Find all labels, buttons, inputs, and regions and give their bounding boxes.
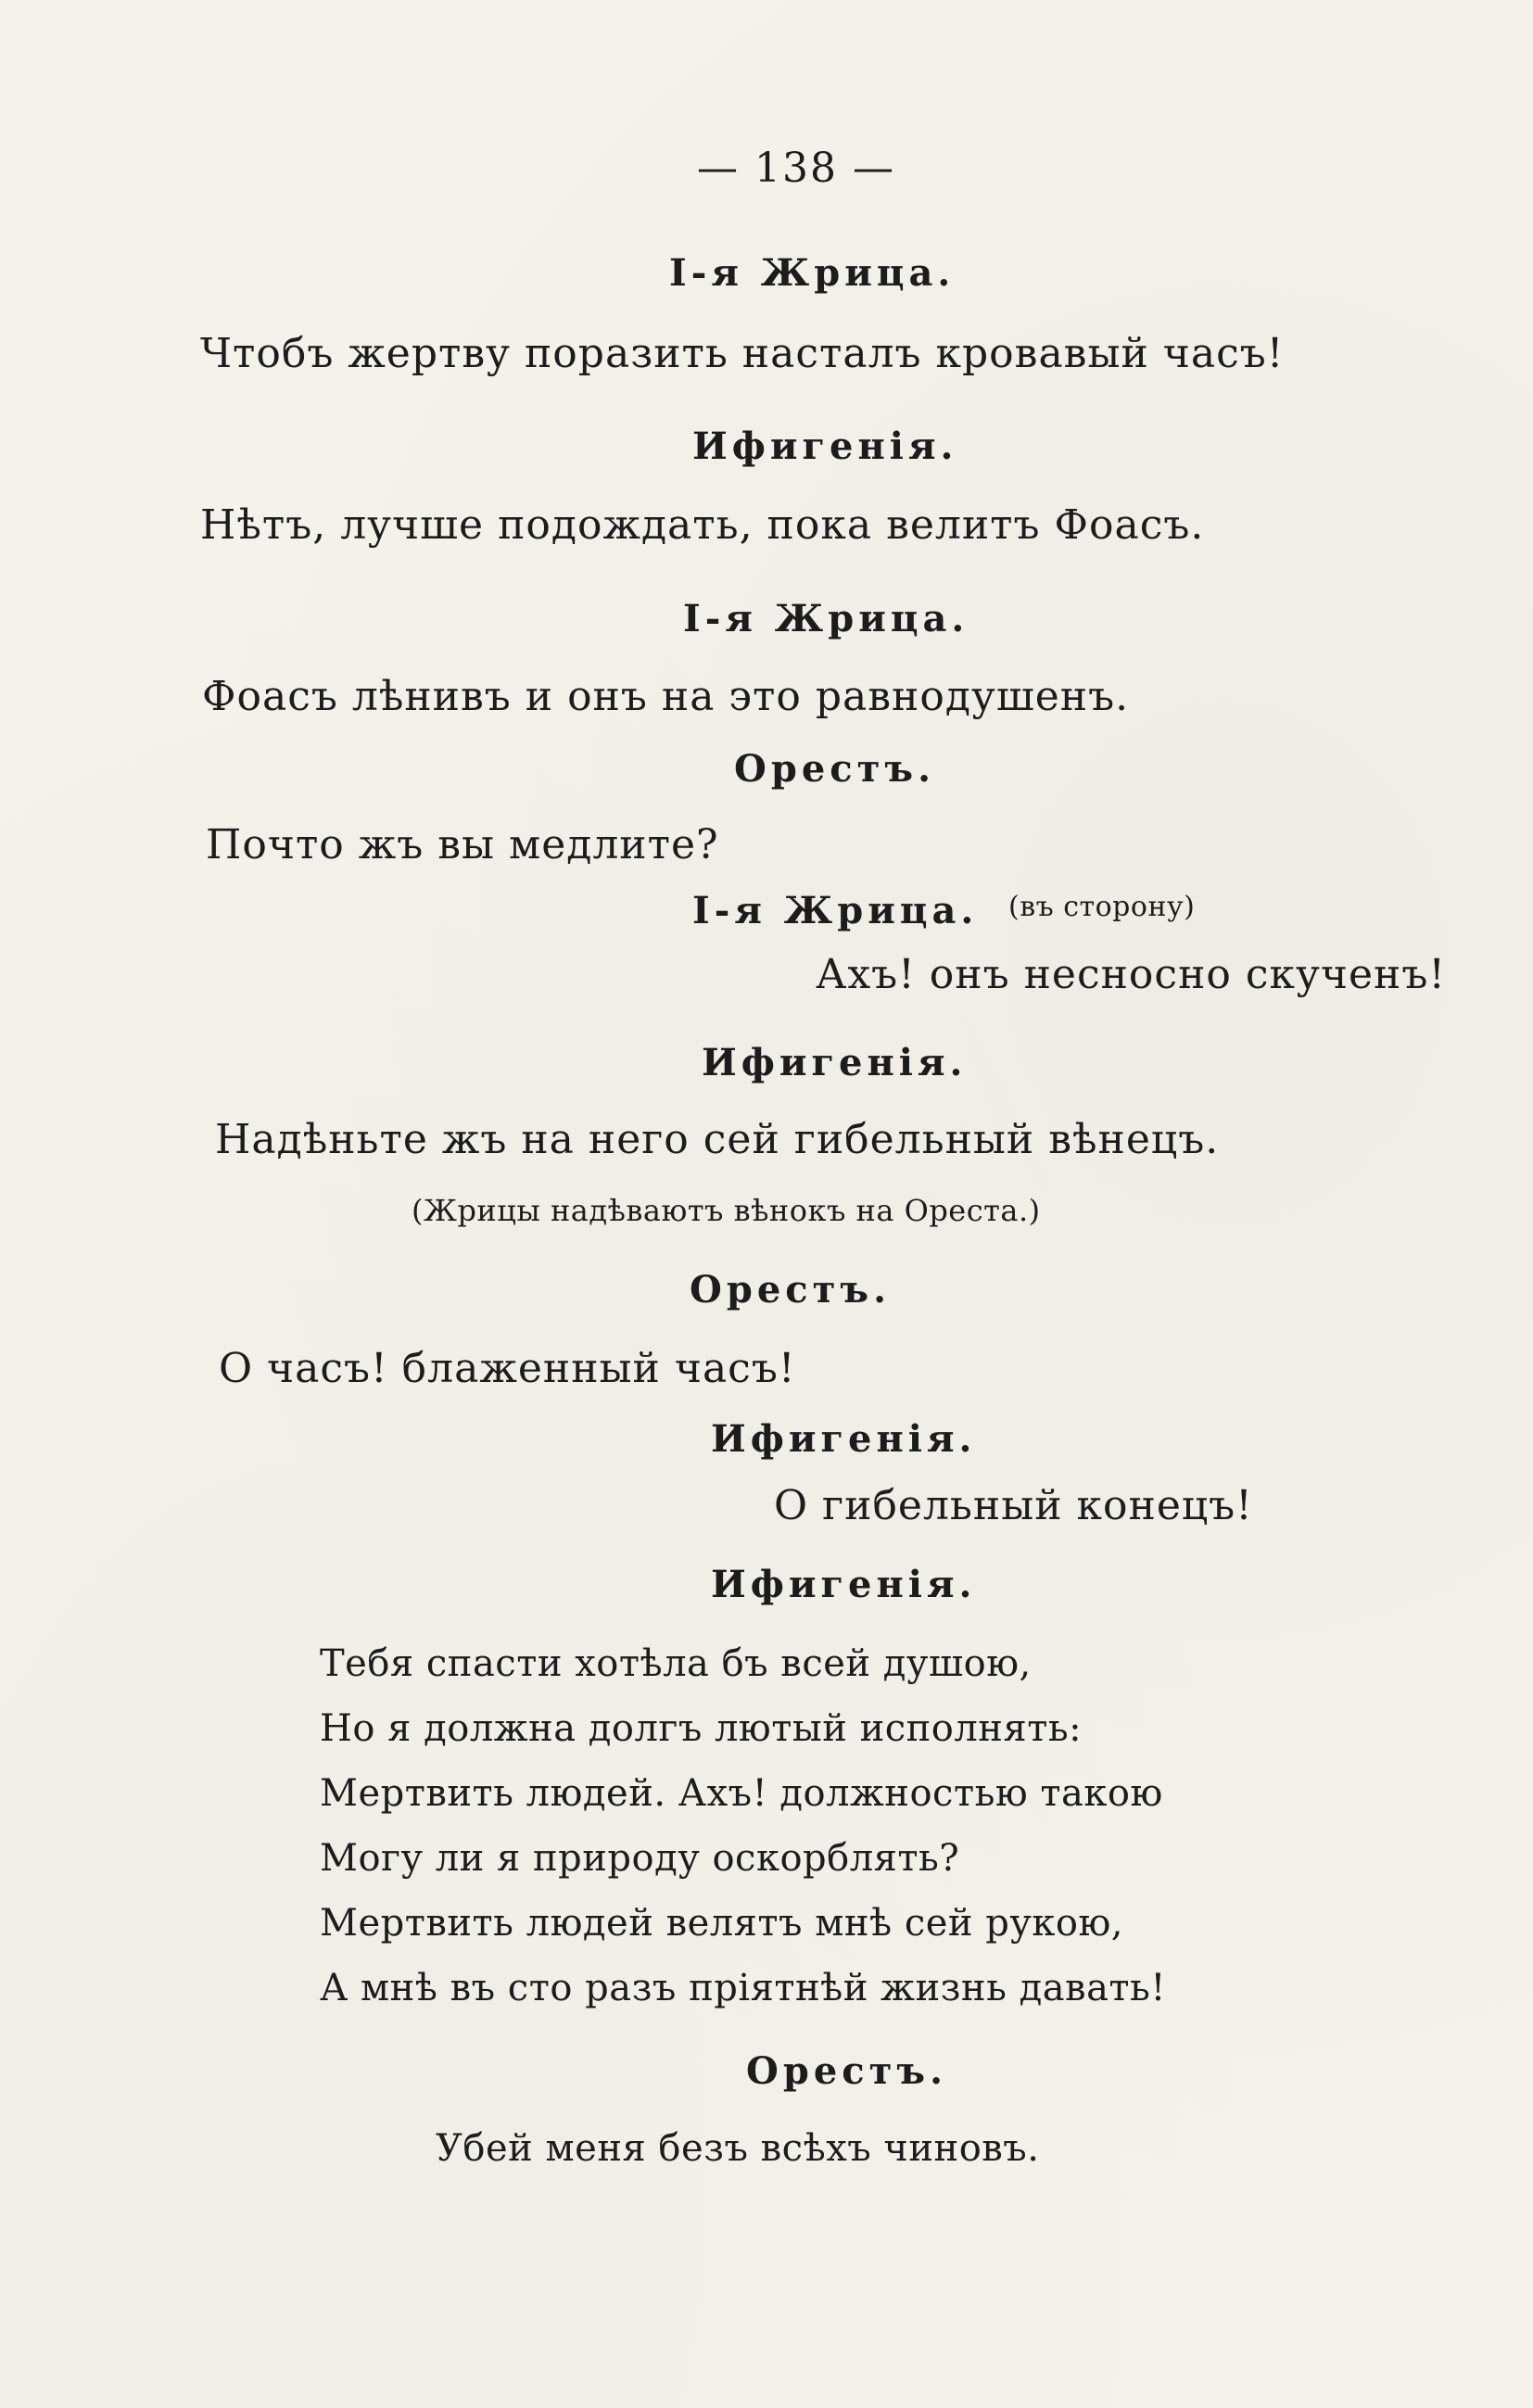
dialogue-line: Чтобъ жертву поразить насталъ кровавый часъ! xyxy=(200,330,1285,377)
speaker-first-priestess: I-я Жрица. xyxy=(669,251,956,295)
dialogue-line: Фоасъ лѣнивъ и онъ на это равнодушенъ. xyxy=(202,673,1130,720)
dialogue-line: Нѣтъ, лучше подождать, пока велитъ Фоасъ. xyxy=(200,501,1205,549)
dialogue-line: О часъ! блаженный часъ! xyxy=(219,1345,796,1392)
speaker-iphigenia: Ифигенія. xyxy=(702,1041,968,1084)
verse-line: Мертвить людей велятъ мнѣ сей рукою, xyxy=(320,1902,1124,1945)
dialogue-line: Почто жъ вы медлите? xyxy=(206,821,719,868)
speaker-orestes: Орестъ. xyxy=(690,1268,892,1312)
speaker-first-priestess: I-я Жрица. xyxy=(692,889,979,932)
dialogue-line: Ахъ! онъ несносно скученъ! xyxy=(816,951,1447,998)
verse-line: Тебя спасти хотѣла бъ всей душою, xyxy=(320,1642,1032,1685)
dialogue-line: Надѣньте жъ на него сей гибельный вѣнецъ. xyxy=(215,1116,1220,1163)
stage-direction: (Жрицы надѣваютъ вѣнокъ на Ореста.) xyxy=(412,1193,1041,1228)
page-number: — 138 — xyxy=(697,145,895,192)
verse-line: Мертвить людей. Ахъ! должностью такою xyxy=(320,1772,1163,1815)
verse-line: Но я должна долгъ лютый исполнять: xyxy=(320,1707,1083,1750)
dialogue-line: Убей меня безъ всѣхъ чиновъ. xyxy=(436,2127,1040,2170)
verse-line: Могу ли я природу оскорблять? xyxy=(320,1837,960,1880)
verse-line: А мнѣ въ сто разъ пріятнѣй жизнь давать! xyxy=(320,1967,1166,2009)
speaker-orestes: Орестъ. xyxy=(734,747,936,791)
speaker-iphigenia: Ифигенія. xyxy=(692,425,958,468)
speaker-orestes: Орестъ. xyxy=(746,2049,948,2093)
speaker-first-priestess: I-я Жрица. xyxy=(683,597,969,640)
stage-aside: (въ сторону) xyxy=(1008,891,1196,923)
speaker-iphigenia: Ифигенія. xyxy=(711,1417,977,1461)
speaker-iphigenia: Ифигенія. xyxy=(711,1563,977,1606)
dialogue-line: О гибельный конецъ! xyxy=(774,1482,1253,1529)
